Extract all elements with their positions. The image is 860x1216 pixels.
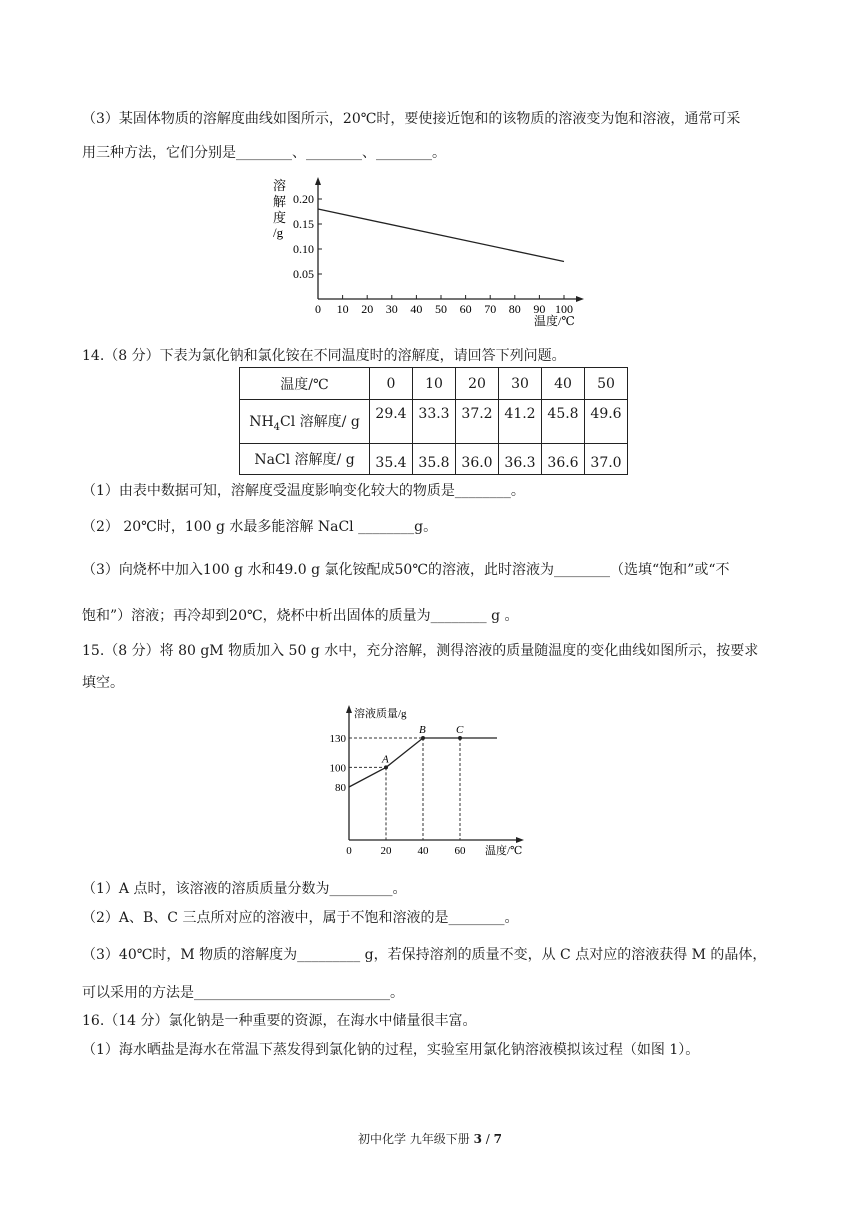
table-cell: 36.0 [456, 444, 499, 475]
table-temp-30: 30 [499, 368, 542, 400]
table-cell: 33.3 [413, 400, 456, 444]
fig1-xlabel: 温度/℃ [534, 314, 575, 328]
fig2-point-B [421, 736, 425, 740]
fig2-xlabel: 温度/℃ [485, 845, 523, 857]
fig2-point-label-A: A [382, 753, 389, 766]
q15-stem-line1: 15.（8 分）将 80 gM 物质加入 50 g 水中，充分溶解，测得溶液的质量随温度的变化曲线如图所示，按要求 [82, 643, 759, 659]
q14-sub1: （1）由表中数据可知，溶解度受温度影响变化较大的物质是________。 [82, 483, 525, 499]
table-cell: 29.4 [370, 400, 413, 444]
solubility-table [239, 367, 628, 475]
fig1-xtick-label: 50 [435, 302, 447, 316]
table-header-label: 温度/℃ [240, 368, 370, 400]
fig2-ytick-label: 100 [330, 762, 346, 775]
fig1-xtick-label: 40 [410, 302, 423, 316]
fig2-point-label-B: B [419, 724, 426, 736]
page-footer [0, 1130, 860, 1147]
fig2-xtick-label: 20 [380, 845, 392, 857]
table-cell: 35.4 [370, 444, 413, 475]
fig2-ytick-label: 130 [330, 733, 346, 745]
q15-sub1: （1）A 点时，该溶液的溶质质量分数为_________。 [82, 881, 407, 897]
fig1-xtick-label: 80 [508, 302, 521, 316]
table-temp-20: 20 [456, 368, 499, 400]
footer-page: 3 [473, 1132, 482, 1146]
fig2-point-C [458, 736, 462, 740]
q15-sub3-line2: 可以采用的方法是____________________________。 [82, 985, 404, 1001]
fig1-ylabel-char-0: 溶 [273, 178, 287, 193]
q16-sub1: （1）海水晒盐是海水在常温下蒸发得到氯化钠的过程，实验室用氯化钠溶液模拟该过程（如图 1）。 [82, 1042, 700, 1058]
fig1-y-axis-arrow [315, 177, 321, 185]
table-cell: 36.3 [499, 444, 542, 475]
table-temp-10: 10 [413, 368, 456, 400]
fig2-x-axis-arrow [516, 837, 524, 843]
table-cell: 37.0 [585, 444, 628, 475]
q15-stem-line2: 填空。 [82, 675, 124, 691]
table-cell: 49.6 [585, 400, 628, 444]
nh4cl-label-pre: NH [249, 413, 274, 430]
table-row-nacl-label: NaCl 溶解度/ g [240, 444, 370, 475]
fig1-xtick-label: 10 [336, 302, 349, 316]
fig1-ylabel-char-3: /g [273, 225, 284, 240]
fig2-ylabel: 溶液质量/g [354, 708, 407, 720]
table-cell: 35.8 [413, 444, 456, 475]
fig1-ylabel-char-2: 度 [273, 210, 287, 225]
fig1-ytick-label: 0.05 [293, 267, 314, 281]
footer-sep: / [481, 1132, 494, 1146]
fig2-point-A [384, 765, 388, 769]
nh4cl-label-sub: 4 [273, 421, 281, 433]
table-temp-40: 40 [542, 368, 585, 400]
q13-3-line2: 用三种方法，它们分别是________、________、________。 [82, 145, 446, 161]
fig1-ytick-label: 0.15 [293, 217, 314, 231]
fig2-point-label-C: C [456, 724, 464, 736]
fig1-xtick-label: 20 [361, 302, 374, 316]
table-temp-50: 50 [585, 368, 628, 400]
table-cell: 45.8 [542, 400, 585, 444]
solubility-curve-figure [268, 175, 598, 330]
fig1-xtick-label: 70 [484, 302, 497, 316]
q14-sub3-line2: 饱和”）溶液；再冷却到20℃，烧杯中析出固体的质量为________ g 。 [82, 608, 519, 624]
fig2-xtick-label: 60 [454, 845, 466, 857]
fig2-xtick-label: 0 [346, 845, 352, 857]
fig1-ylabel-char-1: 解 [273, 194, 287, 209]
q14-sub2: （2） 20℃时，100 g 水最多能溶解 NaCl ________g。 [82, 519, 438, 535]
fig1-xtick-label: 90 [533, 302, 546, 316]
footer-text: 初中化学 九年级下册 [357, 1132, 474, 1146]
q16-stem: 16.（14 分）氯化钠是一种重要的资源，在海水中储量很丰富。 [82, 1013, 477, 1029]
table-row-nh4cl-label [240, 400, 370, 444]
q14-stem: 14.（8 分）下表为氯化钠和氯化铵在不同温度时的溶解度，请回答下列问题。 [82, 348, 566, 364]
table-cell: 36.6 [542, 444, 585, 475]
fig1-solubility-line [318, 209, 564, 262]
footer-total: 7 [493, 1132, 503, 1146]
fig1-xtick-label: 0 [315, 302, 321, 316]
table-cell: 41.2 [499, 400, 542, 444]
q13-3-line1: （3）某固体物质的溶解度曲线如图所示，20℃时，要使接近饱和的该物质的溶液变为饱和溶液，通常可采 [82, 111, 741, 127]
q14-sub3-line1: （3）向烧杯中加入100 g 水和49.0 g 氯化铵配成50℃的溶液，此时溶液为________（选填“饱和”或“不 [82, 562, 730, 578]
fig1-xtick-label: 100 [555, 302, 573, 316]
nh4cl-label-post: Cl 溶解度/ g [280, 413, 360, 430]
fig1-xtick-label: 30 [385, 302, 398, 316]
table-cell: 37.2 [456, 400, 499, 444]
fig2-xtick-label: 40 [417, 845, 429, 857]
q15-sub3-line1: （3）40℃时，M 物质的溶解度为_________ g，若保持溶剂的质量不变，从 C 点对应的溶液获得 M 的晶体， [82, 947, 767, 963]
fig2-ytick-label: 80 [335, 782, 346, 794]
fig1-ytick-label: 0.20 [293, 192, 314, 206]
q15-sub2: （2）A、B、C 三点所对应的溶液中，属于不饱和溶液的是________。 [82, 910, 519, 926]
solution-mass-figure [330, 703, 530, 858]
fig1-xtick-label: 60 [459, 302, 472, 316]
fig1-x-axis-arrow [576, 296, 584, 302]
fig2-y-axis-arrow [346, 705, 352, 713]
fig1-ytick-label: 0.10 [293, 242, 314, 256]
table-temp-0: 0 [370, 368, 413, 400]
